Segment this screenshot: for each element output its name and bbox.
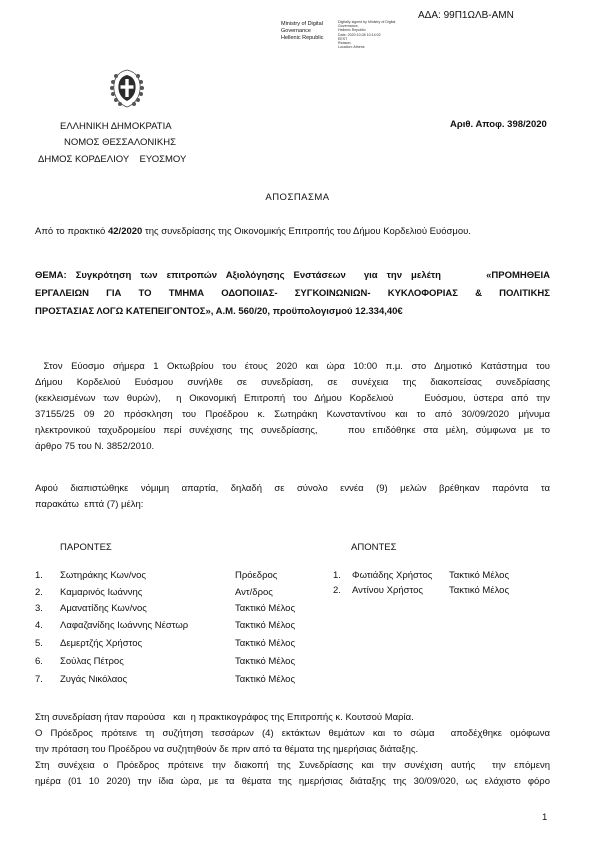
present-num: 4. bbox=[35, 620, 43, 631]
present-role: Πρόεδρος bbox=[235, 570, 278, 581]
signature-en-line: Governance bbox=[281, 27, 311, 34]
digital-signature-labels bbox=[281, 21, 341, 41]
present-name: Αμανατίδης Κων/νος bbox=[60, 603, 147, 614]
paragraph-line: άρθρο 75 του Ν. 3852/2010. bbox=[35, 441, 155, 452]
absent-heading: ΑΠΟΝΤΕΣ bbox=[351, 542, 397, 553]
present-role: Τακτικό Μέλος bbox=[235, 656, 296, 667]
present-num: 1. bbox=[35, 570, 43, 581]
present-role: Τακτικό Μέλος bbox=[235, 638, 296, 649]
present-name: Λαφαζανίδης Ιωάννης Νέστωρ bbox=[60, 620, 189, 631]
present-heading: ΠΑΡΟΝΤΕΣ bbox=[60, 542, 112, 553]
paragraph-line: παρακάτω επτά (7) μέλη: bbox=[35, 499, 144, 510]
document-title: ΑΠΟΣΠΑΣΜΑ bbox=[265, 192, 330, 203]
present-name: Σωτηράκης Κων/νος bbox=[60, 570, 146, 581]
paragraph-line: (κεκλεισμένων των θυρών), η Οικονομική Επιτροπή του Δήμου Κορδελιού Ευόσμου, ύστερα από την bbox=[35, 393, 550, 404]
subject-line: ΠΡΟΣΤΑΣΙΑΣ ΛΟΓΩ ΚΑΤΕΠΕΙΓΟΝΤΟΣ», Α.Μ. 560/20, προϋπολογισμού 12.334,40€ bbox=[35, 306, 403, 317]
paragraph-line: Δήμου Κορδελιού Ευόσμου συνήλθε σε συνεδρίαση, σε συνέχεια της διακοπείσας συνεδρίασης bbox=[35, 377, 550, 388]
paragraph-line: ημέρα (01 10 2020) την ίδια ώρα, με τα θέματα της ημερήσιας διάταξης της 30/09/020, ως ελάχιστο φόρο bbox=[35, 776, 550, 787]
page-number: 1 bbox=[542, 812, 548, 823]
present-name: Ζυγάς Νικόλαος bbox=[60, 674, 128, 685]
header-municipality: ΔΗΜΟΣ ΚΟΡΔΕΛΙΟΥ ΕΥΟΣΜΟΥ bbox=[38, 154, 187, 165]
signature-detail-line: Location: Athens bbox=[338, 45, 365, 50]
present-num: 5. bbox=[35, 638, 43, 649]
quorum-paragraph bbox=[35, 481, 550, 513]
absent-num: 2. bbox=[333, 585, 341, 596]
present-name: Καμαρινός Ιωάννης bbox=[60, 587, 143, 598]
decision-number: Αριθ. Αποφ. 398/2020 bbox=[450, 119, 547, 130]
paragraph-line: 37155/25 09 20 πρόσκληση του Προέδρου κ. Σωτηράκη Κωνσταντίνου και το από 30/09/2020 μήνυμα bbox=[35, 409, 550, 420]
absent-num: 1. bbox=[333, 570, 341, 581]
header-prefecture: ΝΟΜΟΣ ΘΕΣΣΑΛΟΝΙΚΗΣ bbox=[64, 137, 176, 148]
present-name: Δεμερτζής Χρήστος bbox=[60, 638, 143, 649]
signature-detail-line: EEST bbox=[338, 36, 348, 41]
paragraph-line: ηλεκτρονικού ταχυδρομείου περί συνέχισης της συνεδρίασης, που επιδόθηκε στα μέλη, σύμφωνα με το bbox=[35, 425, 550, 436]
paragraph-line: Ο Πρόεδρος πρότεινε τη συζήτηση τεσσάρων (4) εκτάκτων θεμάτων και το σώμα αποδέχθηκε ομόφωνα bbox=[35, 728, 550, 739]
signature-detail-line: Date: 2020.10.08 10:14:02 bbox=[338, 32, 381, 37]
ada-code: ΑΔΑ: 99Π1ΩΛΒ-ΑΜΝ bbox=[418, 10, 514, 21]
present-num: 3. bbox=[35, 603, 43, 614]
present-role: Τακτικό Μέλος bbox=[235, 603, 296, 614]
session-paragraph bbox=[35, 359, 550, 455]
absent-role: Τακτικό Μέλος bbox=[449, 570, 510, 581]
minutes-number: 42/2020 bbox=[107, 226, 143, 237]
signature-detail-line: Governance, bbox=[338, 24, 359, 29]
subject-line: ΕΡΓΑΛΕΙΩΝ ΓΙΑ ΤΟ ΤΜΗΜΑ ΟΔΟΠΟΙΙΑΣ- ΣΥΓΚΟΙΝΩΝΙΩΝ- ΚΥΚΛΟΦΟΡΙΑΣ & ΠΟΛΙΤΙΚΗΣ bbox=[35, 288, 550, 299]
intro-text: Από το πρακτικό bbox=[35, 226, 108, 237]
paragraph-line: Στη συνεδρίαση ήταν παρούσα και η πρακτικογράφος της Επιτροπής κ. Κουτσού Μαρία. bbox=[35, 712, 414, 723]
subject-line: ΘΕΜΑ: Συγκρότηση των επιτροπών Αξιολόγησης Ενστάσεων για την μελέτη «ΠΡΟΜΗΘΕΙΑ bbox=[35, 270, 550, 281]
intro-text: της συνεδρίασης της Οικονομικής Επιτροπής του Δήμου Κορδελιού Ευόσμου. bbox=[142, 226, 471, 237]
present-role: Τακτικό Μέλος bbox=[235, 620, 296, 631]
closing-paragraphs bbox=[35, 710, 550, 790]
absent-role: Τακτικό Μέλος bbox=[449, 585, 510, 596]
paragraph-line: Στη συνέχεια ο Πρόεδρος πρότεινε την διακοπή της Συνεδρίασης και την συνέχιση αυτής την επόμενη bbox=[35, 760, 550, 771]
intro-paragraph bbox=[35, 224, 550, 240]
present-num: 7. bbox=[35, 674, 43, 685]
present-role: Τακτικό Μέλος bbox=[235, 674, 296, 685]
signature-en-line: Ministry of Digital bbox=[281, 21, 323, 27]
present-num: 2. bbox=[35, 587, 43, 598]
signature-detail-line: Digitally signed by Ministry of Digital bbox=[338, 20, 396, 24]
paragraph-line: Αφού διαπιστώθηκε νόμιμη απαρτία, δηλαδή σε σύνολο εννέα (9) μελών βρέθηκαν παρόντα τα bbox=[35, 483, 550, 494]
digital-signature-details bbox=[338, 20, 408, 49]
header-country: ΕΛΛΗΝΙΚΗ ΔΗΜΟΚΡΑΤΙΑ bbox=[60, 121, 172, 132]
signature-en-line: Hellenic Republic bbox=[281, 34, 324, 41]
coat-of-arms-icon bbox=[107, 66, 147, 110]
absent-name: Φωτιάδης Χρήστος bbox=[352, 570, 433, 581]
absent-name: Αντίνου Χρήστος bbox=[352, 585, 424, 596]
paragraph-line: την πρόταση του Προέδρου να συζητηθούν δε πριν από τα θέματα της ημερήσιας διάταξης. bbox=[35, 744, 419, 755]
signature-detail-line: Hellenic Republic bbox=[338, 28, 366, 33]
signature-detail-line: Reason: bbox=[338, 41, 352, 46]
present-name: Σούλας Πέτρος bbox=[60, 656, 124, 667]
present-role: Αντ/δρος bbox=[235, 587, 273, 598]
paragraph-line: Στον Εύοσμο σήμερα 1 Οκτωβρίου του έτους 2020 και ώρα 10:00 π.μ. στο Δημοτικό Κατάστημα του bbox=[35, 361, 550, 372]
present-num: 6. bbox=[35, 656, 43, 667]
subject-block bbox=[35, 267, 550, 321]
